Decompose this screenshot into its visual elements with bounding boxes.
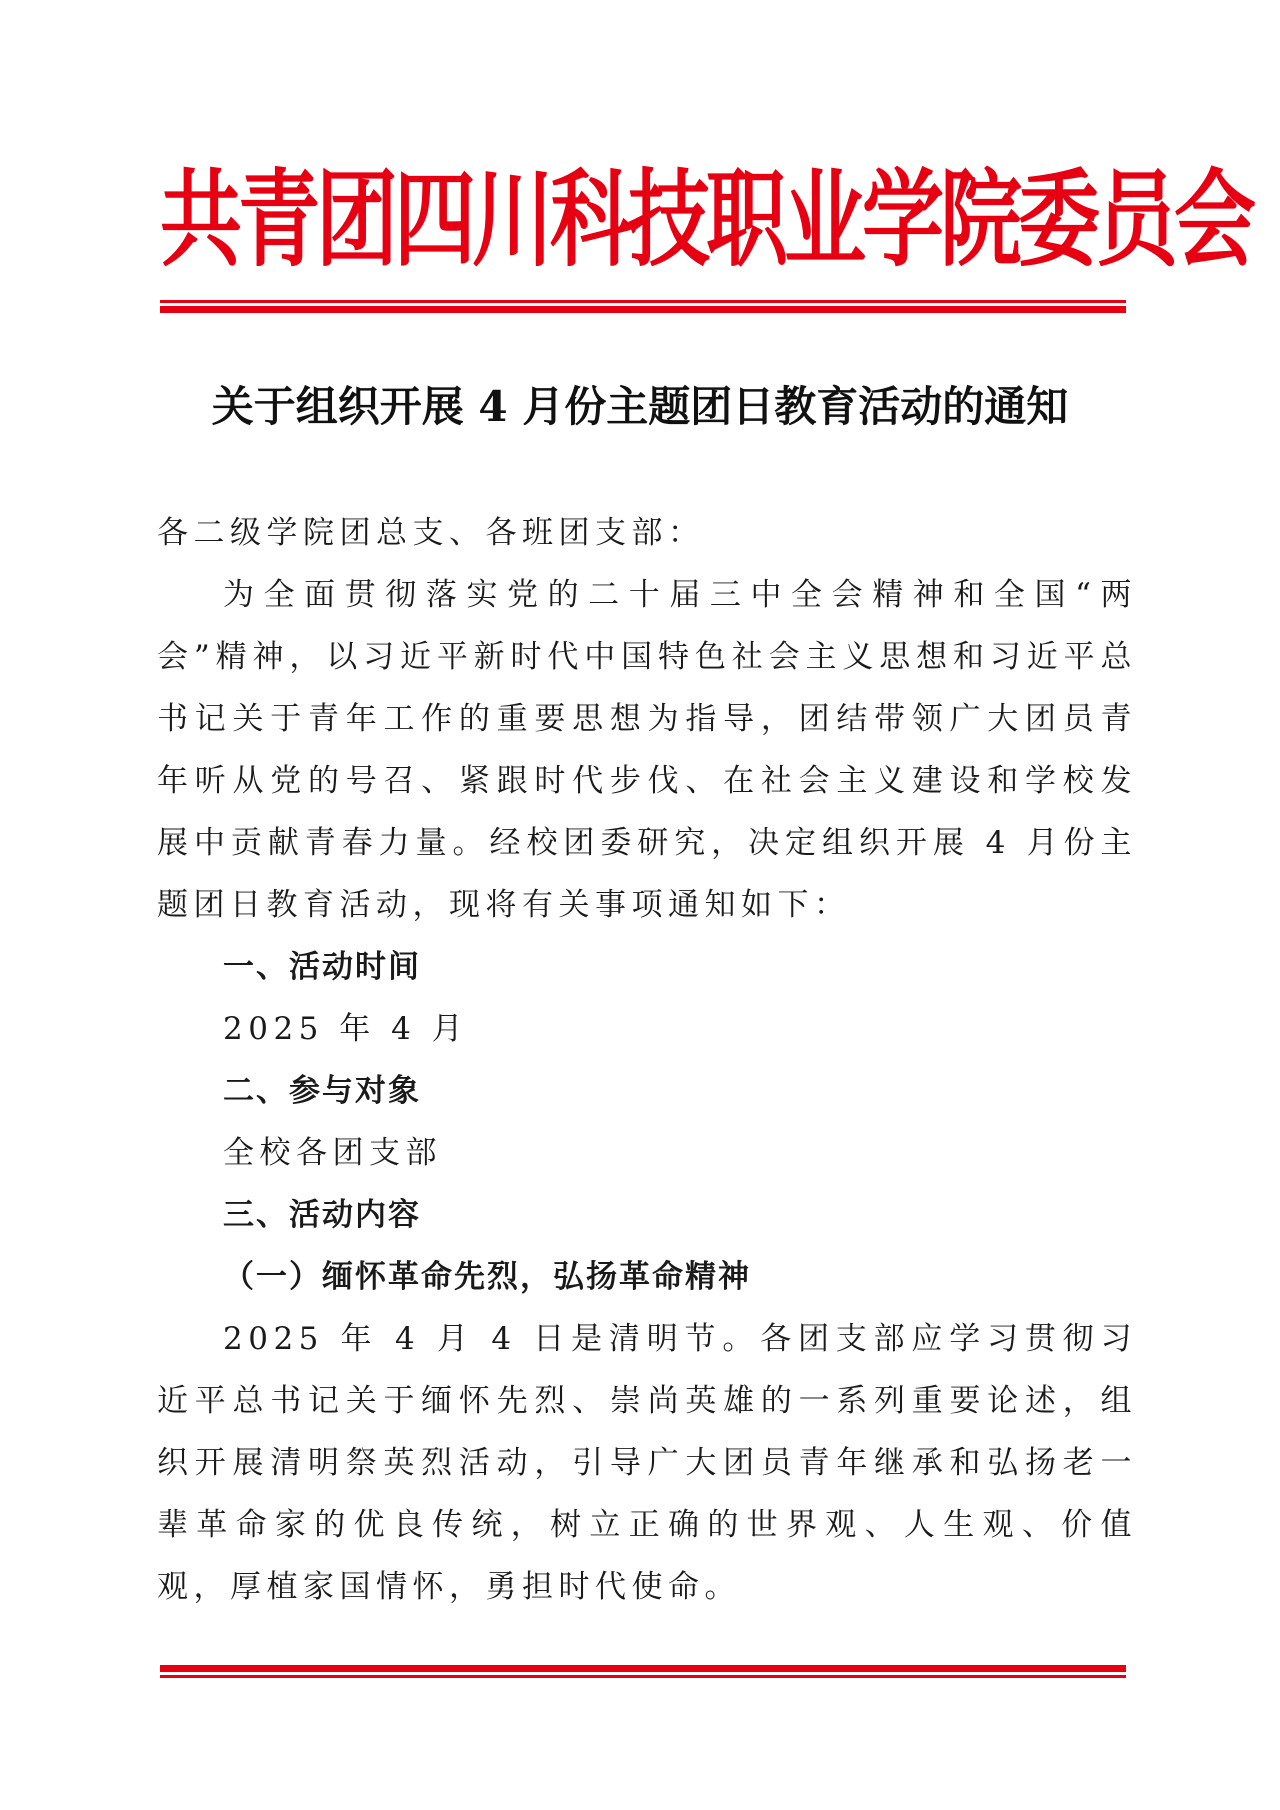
intro-paragraph: 为全面贯彻落实党的二十届三中全会精神和全国“两会”精神，以习近平新时代中国特色社会主义思想和习近平总书记关于青年工作的重要思想为指导，团结带领广大团员青年听从党的号召、紧跟时代步伐、在社会主义建设和学校发展中贡献青春力量。经校团委研究，决定组织开展 4 月份主题团日教育活动，现将有关事项通知如下： [157, 577, 1137, 923]
section-heading-participants: 二、参与对象 [223, 1073, 421, 1109]
masthead-divider-thin [160, 300, 1126, 303]
footer-divider-thick [160, 1665, 1126, 1672]
subsection-content-martyrs: 2025 年 4 月 4 日是清明节。各团支部应学习贯彻习近平总书记关于缅怀先烈、崇尚英雄的一系列重要论述，组织开展清明祭英烈活动，引导广大团员青年继承和弘扬老一辈革命家的优良传统，树立正确的世界观、人生观、价值观，厚植家国情怀，勇担时代使命。 [157, 1321, 1137, 1605]
subsection-heading-martyrs: （一）缅怀革命先烈，弘扬革命精神 [223, 1259, 751, 1295]
section-heading-content: 三、活动内容 [223, 1197, 421, 1233]
section-heading-time: 一、活动时间 [223, 949, 421, 985]
section-content-participants: 全校各团支部 [223, 1135, 442, 1171]
footer-divider-thin [160, 1675, 1126, 1678]
masthead-divider-thick [160, 306, 1126, 313]
document-body [157, 502, 1137, 1618]
document-title: 关于组织开展 4 月份主题团日教育活动的通知 [211, 382, 1069, 431]
section-content-time: 2025 年 4 月 [223, 1011, 469, 1047]
masthead-organization-name: 共青团四川科技职业学院委员会 [160, 158, 1253, 282]
salutation: 各二级学院团总支、各班团支部： [157, 515, 705, 551]
